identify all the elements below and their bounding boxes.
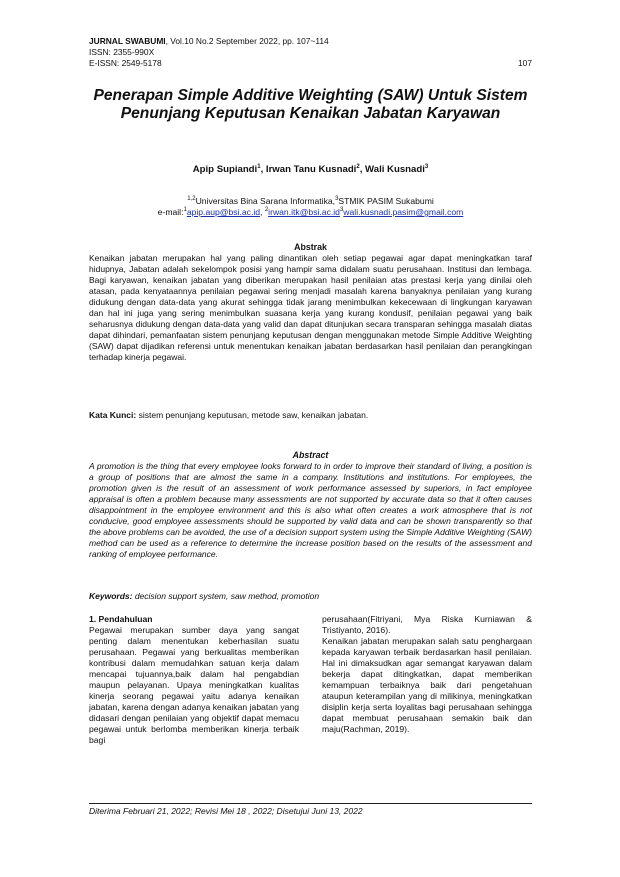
email-line: e-mail:$^1$apip.aup@bsi.ac.id, $^2irwan.itk@bsi.ac.id^3wali.kusnadi.pasim@gmail.com$ [157,207,464,217]
page-number: 107 [518,58,532,68]
issn: ISSN: 2355-990X [89,47,155,57]
footer-dates: Diterima Februari 21, 2022; Revisi Mei 18 , 2022; Disetujui Juni 13, 2022 [89,806,363,816]
author-name: Irwan Tanu Kusnadi [265,164,357,175]
kata-kunci-label: Kata Kunci: [89,410,137,420]
footer-divider [89,803,532,804]
abstract-heading: Abstract [292,450,329,460]
paper-title: Penerapan Simple Additive Weighting (SAW) Untuk Sistem Penunjang Keputusan Kenaikan Jabatan Karyawan [93,87,528,122]
affiliation-marker: 3 [335,196,339,203]
eissn: E-ISSN: 2549-5178 [89,58,162,68]
right-column [322,614,532,735]
author-marker: 2 [356,163,360,170]
abstrak-text: Kenaikan jabatan merupakan hal yang paling dinantikan oleh setiap pegawai agar dapat meningkatkan taraf hidupnya, Jabatan adalah sekelompok posisi yang hampir sama didalam suatu perusahaan. Institusi dan lembaga. Bagi karyawan, kenaikan jabatan yang diberikan merupakan hasil penilaian atas prestasi kerja yang dinilai oleh atasan, pada kenyataannya penilaian pegawai sering menjadi masalah karena banyaknya penilaian yang kurang didukung dengan data-data yang akurat sehingga tidak jarang menimbulkan kekecewaan di lingkungan karyawan dan hal ini juga yang sering menimbulkan suasana kerja yang kurang kondusif, penilaian pegawai yang baik seharusnya didukung dengan data-data yang valid dan dapat ditunjukan secara transparan sehingga masalah diatas dapat dihindari, pemanfaatan sistem penunjang keputusan dengan menggunakan metode Simple Additive Weighting (SAW) dapat dijadikan referensi untuk menentukan kenaikan jabatan berdasarkan hasil penilaian dan perangkingan terhadap kinerja pegawai. [89,253,532,362]
affiliation-marker: 1,2 [187,196,196,203]
abstract-text: A promotion is the thing that every employee looks forward to in order to improve their standard of living, a position is a group of positions that are almost the same in a company. Institutions and institutions. For employees, the promotion given is the result of an assessment of work performance assessed by superiors, in fact employee appraisal is often a problem because many assessments are not supported by accurate data so that it often causes disappointment in the employee environment and this is also what often creates a work atmosphere that is not conducive, good employee assessments should be supported by valid data and can be shown transparently so that the above problems can be avoided, the use of a decision support system using the Simple Additive Weighting (SAW) method can be used as a reference to determine the increase position based on the results of the assessment and ranking of employee performance. [89,461,532,559]
affiliation-text: Universitas Bina Sarana Informatika, [195,196,336,206]
email-prefix: e-mail: [157,207,184,217]
body-paragraph: perusahaan(Fitriyani, Mya Riska Kurniawan & Tristiyanto, 2016). [322,614,532,635]
author-marker: 3 [424,163,429,170]
email-marker: 3 [339,207,344,214]
body-paragraph: Pegawai merupakan sumber daya yang sangat penting dalam menentukan keberhasilan suatu perusahaan. Pegawai yang berkualitas memberikan kontribusi dalam memudahkan satuan kerja dalam mencapai tujuannya,baik dalam hal pengabdian maupun pelayanan. Upaya meningkatkan kualitas kinerja seorang pegawai yaitu adanya kenaikan jabatan, karena dengan adanya kenaikan jabatan yang didasari dengan penilaian yang objektif dapat memacu pegawai untuk berlomba memberikan kinerja terbaik bagi [89,625,299,745]
affiliation-line [89,196,532,207]
keywords-text: decision support system, saw method, promotion [132,591,320,601]
journal-issue: , Vol.10 No.2 September 2022, pp. 107~114 [165,36,329,46]
keywords-label: Keywords: [89,591,133,601]
author-name: Apip Supiandi [192,164,258,175]
journal-header [89,36,329,69]
journal-name: JURNAL SWABUMI [89,36,166,46]
left-column [89,614,299,746]
body-paragraph: Kenaikan jabatan merupakan salah satu penghargaan kepada karyawan terbaik berdasarkan hasil penilaian. Hal ini dimaksudkan agar semangat karyawan dalam bekerja dapat ditingkatkan, dapat memberikan kemampuan terbaiknya baik dari pengetahuan ataupun keterampilan yang di milikinya, meningkatkan disiplin kerja serta loyalitas bagi perusahaan sehingga dapat membuat perusahaan semakin baik dan maju(Rachman, 2019). [322,636,532,734]
kata-kunci-text: sistem penunjang keputusan, metode saw, kenaikan jabatan. [136,410,369,420]
keywords [89,591,532,602]
email-marker: 1 [183,207,187,214]
email-link[interactable]: apip.aup@bsi.ac.id [186,207,261,217]
author-name: Wali Kusnadi [365,164,425,175]
section-heading: 1. Pendahuluan [89,614,153,624]
affiliation-text: STMIK PASIM Sukabumi [338,196,434,206]
email-link[interactable]: wali.kusnadi.pasim@gmail.com [343,207,464,217]
kata-kunci [89,410,532,421]
email-link[interactable]: irwan.itk@bsi.ac.id [268,207,340,217]
abstrak-heading: Abstrak [294,242,327,252]
author-marker: 1 [257,163,261,170]
affiliation-block [89,196,532,218]
email-marker: 2 [264,207,269,214]
author-list: Apip Supiandi$^1$, Irwan Tanu Kusnadi$^2$, Wali Kusnadi$^3$ [192,163,429,175]
